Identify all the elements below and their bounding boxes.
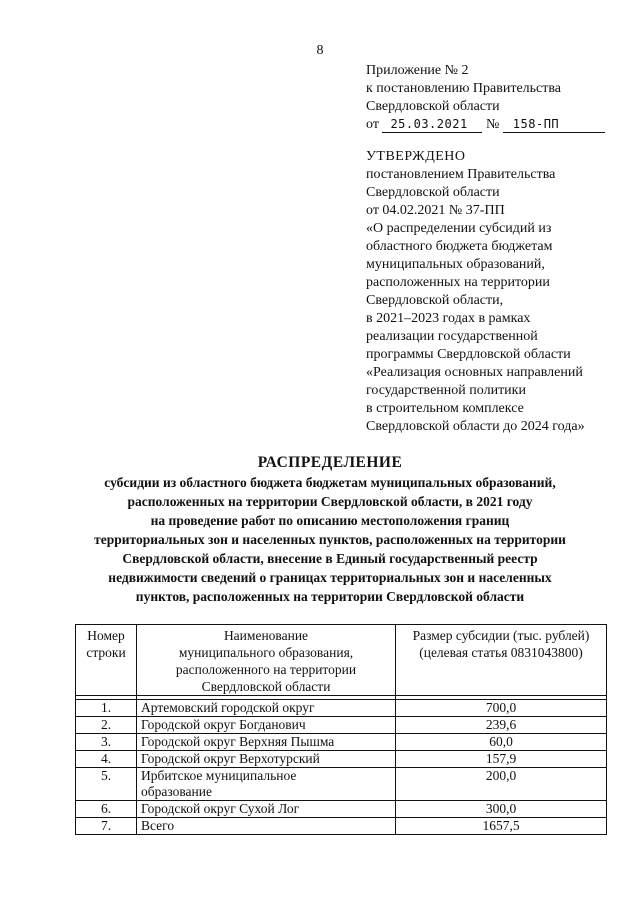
approved-line: «О распределении субсидий из: [366, 221, 552, 236]
approved-title: УТВЕРЖДЕНО: [366, 149, 466, 164]
approved-line: Свердловской области до 2024 года»: [366, 419, 585, 434]
municipality-name: Ирбитское муниципальное образование: [137, 768, 396, 801]
approved-line: Свердловской области,: [366, 293, 504, 308]
header-subsidy-amount: Размер субсидии (тыс. рублей) (целевая статья 0831043800): [396, 625, 607, 696]
approved-line: муниципальных образований,: [366, 257, 545, 272]
table-row: [76, 717, 607, 734]
municipality-name: Городской округ Верхняя Пышма: [137, 734, 396, 751]
resolution-date: 25.03.2021: [382, 117, 482, 133]
heading-line: расположенных на территории Свердловской области, в 2021 году: [127, 494, 533, 509]
approved-line: реализации государственной: [366, 329, 538, 344]
approved-block: [366, 148, 628, 436]
approved-line: областного бюджета бюджетам: [366, 239, 553, 254]
heading-title: РАСПРЕДЕЛЕНИЕ: [257, 454, 403, 471]
approved-line: постановлением Правительства: [366, 167, 556, 182]
subsidy-amount: 60,0: [396, 734, 607, 751]
table-row: [76, 801, 607, 818]
header-row-number: Номер строки: [76, 625, 137, 696]
row-number: 7.: [76, 818, 137, 835]
approved-line: «Реализация основных направлений: [366, 365, 583, 380]
municipality-name: Городской округ Богданович: [137, 717, 396, 734]
table-row: [76, 700, 607, 717]
table-row: [76, 751, 607, 768]
row-number: 1.: [76, 700, 137, 717]
appendix-line-2: к постановлению Правительства: [366, 81, 562, 96]
table-row-total: [76, 818, 607, 835]
subsidy-amount: 700,0: [396, 700, 607, 717]
approved-line: программы Свердловской области: [366, 347, 571, 362]
approved-line: в строительном комплексе: [366, 401, 524, 416]
approved-line: расположенных на территории: [366, 275, 550, 290]
page-number: 8: [316, 43, 324, 58]
municipality-name: Городской округ Сухой Лог: [137, 801, 396, 818]
heading-line: субсидии из областного бюджета бюджетам муниципальных образований,: [104, 475, 556, 490]
number-prefix: №: [485, 117, 500, 132]
approved-line: государственной политики: [366, 383, 526, 398]
row-number: 3.: [76, 734, 137, 751]
subsidy-amount: 239,6: [396, 717, 607, 734]
row-number: 2.: [76, 717, 137, 734]
approved-line: от 04.02.2021 № 37-ПП: [366, 203, 505, 218]
document-heading: [40, 453, 620, 606]
heading-line: недвижимости сведений о границах территориальных зон и населенных: [108, 570, 552, 585]
total-amount: 1657,5: [396, 818, 607, 835]
appendix-block: [366, 62, 616, 134]
municipality-name: Артемовский городской округ: [137, 700, 396, 717]
appendix-line-3: Свердловской области: [366, 99, 500, 114]
row-number: 6.: [76, 801, 137, 818]
approved-line: в 2021–2023 годах в рамках: [366, 311, 531, 326]
total-label: Всего: [137, 818, 396, 835]
approved-line: Свердловской области: [366, 185, 500, 200]
heading-line: пунктов, расположенных на территории Свердловской области: [135, 589, 525, 604]
subsidy-amount: 300,0: [396, 801, 607, 818]
subsidy-amount: 157,9: [396, 751, 607, 768]
municipality-name: Городской округ Верхотурский: [137, 751, 396, 768]
subsidy-table: [75, 624, 607, 835]
heading-line: территориальных зон и населенных пунктов, расположенных на территории: [94, 532, 566, 547]
subsidy-amount: 200,0: [396, 768, 607, 801]
row-number: 4.: [76, 751, 137, 768]
header-municipality: Наименование муниципального образования, расположенного на территории Свердловской области: [137, 625, 396, 696]
heading-line: Свердловской области, внесение в Единый государственный реестр: [122, 551, 538, 566]
appendix-date-line: [366, 116, 616, 134]
date-prefix: от: [366, 117, 379, 132]
table-header-row: [76, 625, 607, 696]
table-row: [76, 768, 607, 801]
table-row: [76, 734, 607, 751]
resolution-number: 158-ПП: [503, 117, 605, 133]
row-number: 5.: [76, 768, 137, 801]
appendix-title: Приложение № 2: [366, 63, 469, 78]
heading-line: на проведение работ по описанию местоположения границ: [150, 513, 510, 528]
